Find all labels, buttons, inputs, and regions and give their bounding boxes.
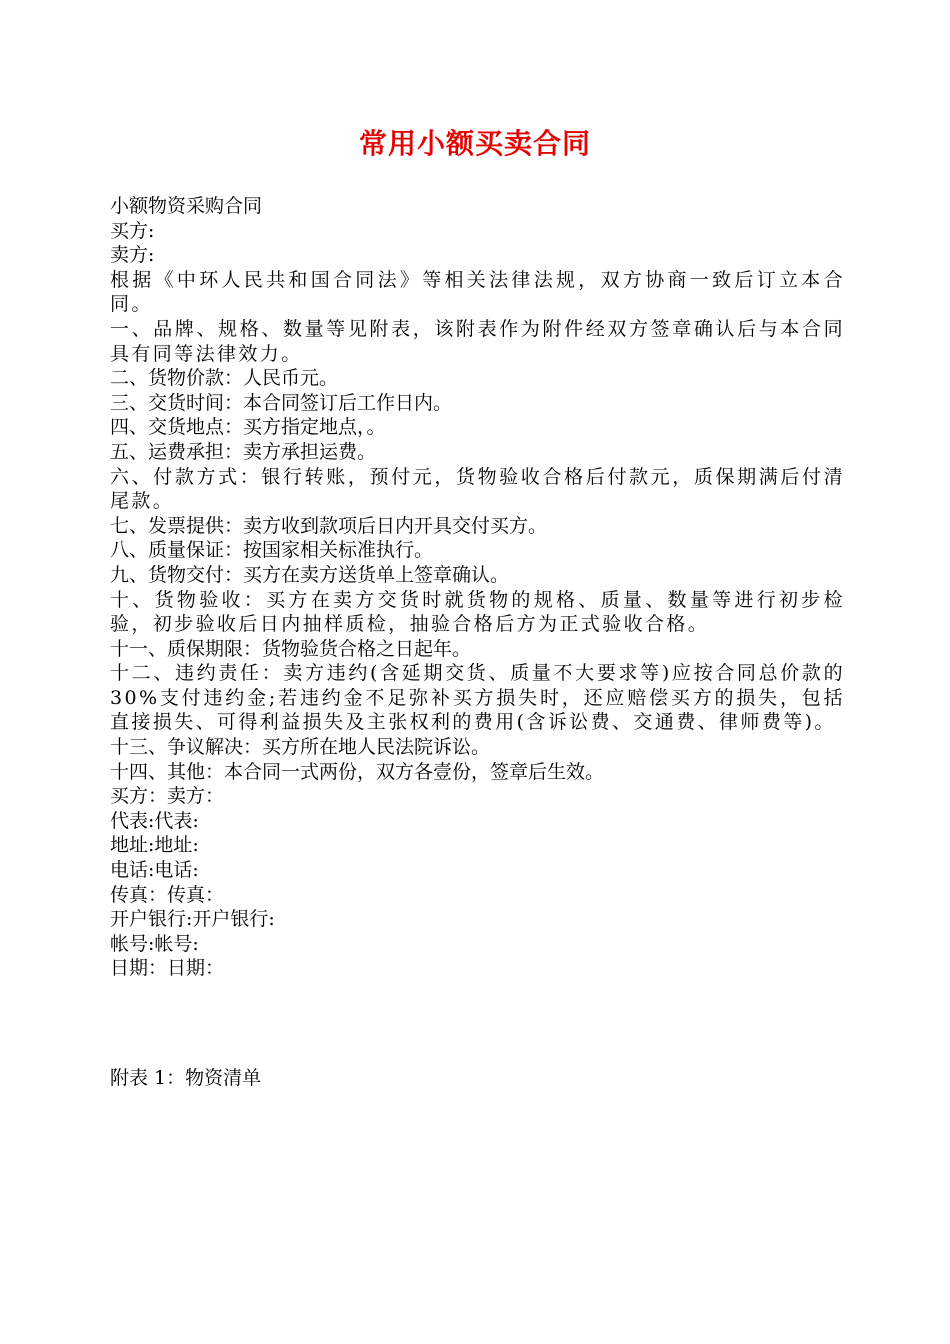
signature-fax: 传真：传真： [110, 883, 225, 906]
signature-date: 日期：日期： [110, 957, 225, 980]
clause-9: 九、货物交付：买方在卖方送货单上签章确认。 [110, 563, 510, 586]
seller-field: 卖方: [110, 244, 155, 267]
clause-6: 六、付款方式：银行转账，预付元，货物验收合格后付款元，质保期满后付清尾款。 [110, 465, 845, 513]
clause-2: 二、货物价款：人民币元。 [110, 367, 339, 390]
signature-account: 帐号:帐号: [110, 932, 199, 955]
contract-subtitle: 小额物资采购合同 [110, 195, 263, 217]
clause-4: 四、交货地点：买方指定地点，。 [110, 416, 386, 439]
buyer-field: 买方: [110, 219, 155, 242]
signature-address: 地址:地址: [110, 834, 199, 857]
clause-3: 三、交货时间：本合同签订后工作日内。 [110, 391, 453, 414]
document-title: 常用小额买卖合同 [358, 127, 591, 160]
clause-8: 八、质量保证：按国家相关标准执行。 [110, 539, 434, 562]
clause-11: 十一、质保期限：货物验货合格之日起年。 [110, 637, 472, 660]
signature-phone: 电话:电话: [110, 859, 199, 882]
clause-5: 五、运费承担：卖方承担运费。 [110, 440, 377, 463]
preamble-paragraph: 根据《中环人民共和国合同法》等相关法律法规，双方协商一致后订立本合同。 [110, 268, 845, 316]
clause-7: 七、发票提供：卖方收到款项后日内开具交付买方。 [110, 514, 548, 537]
signature-parties: 买方：卖方： [110, 785, 225, 808]
appendix-heading: 附表 1：物资清单 [110, 1067, 262, 1089]
clause-12: 十二、违约责任：卖方违约(含延期交货、质量不大要求等)应按合同总价款的30%支付违约金;若违约金不足弥补买方损失时，还应赔偿买方的损失，包括直接损失、可得利益损失及主张权利的费用(含诉讼费、交通费、律师费等)。 [110, 662, 845, 734]
contract-body [110, 194, 845, 981]
clause-14: 十四、其他：本合同一式两份，双方各壹份，签章后生效。 [110, 760, 605, 783]
clause-13: 十三、争议解决：买方所在地人民法院诉讼。 [110, 736, 491, 759]
signature-representative: 代表:代表: [110, 809, 199, 832]
clause-1: 一、品牌、规格、数量等见附表，该附表作为附件经双方签章确认后与本合同具有同等法律效力。 [110, 317, 845, 365]
signature-bank: 开户银行:开户银行: [110, 908, 275, 931]
clause-10: 十、货物验收：买方在卖方交货时就货物的规格、质量、数量等进行初步检验，初步验收后日内抽样质检，抽验合格后方为正式验收合格。 [110, 588, 845, 636]
